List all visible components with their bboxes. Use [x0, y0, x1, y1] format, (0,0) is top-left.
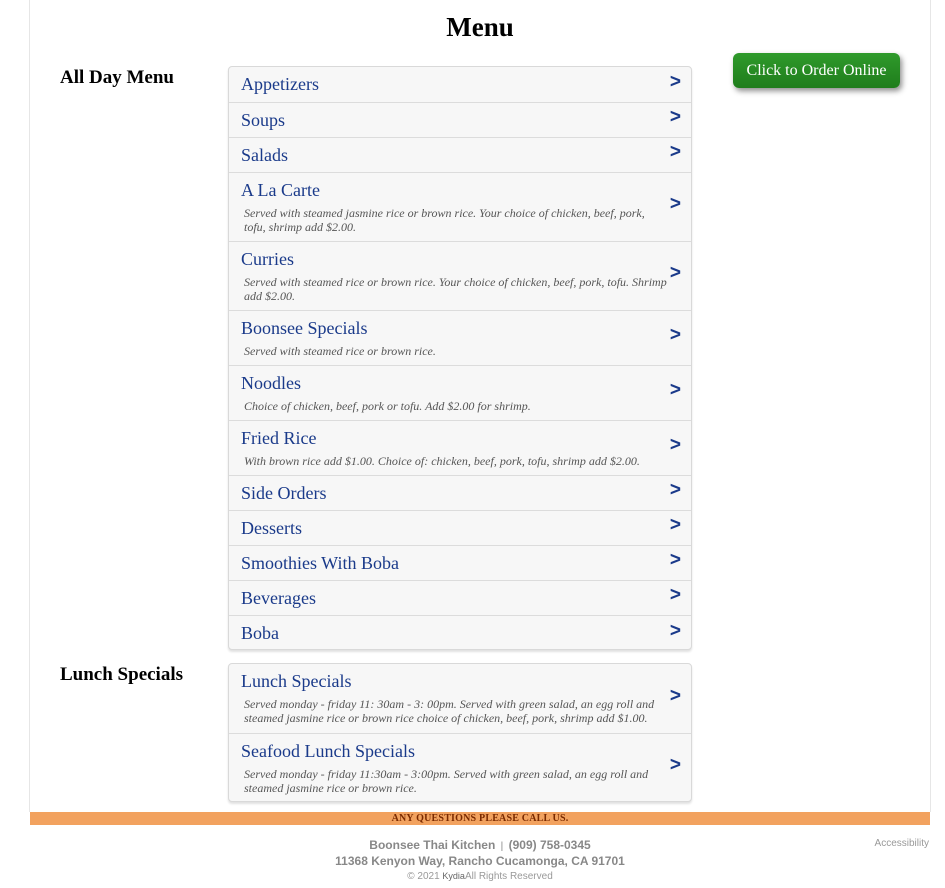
chevron-right-icon: > — [669, 434, 681, 456]
chevron-right-icon: > — [669, 262, 681, 284]
chevron-right-icon: > — [669, 584, 681, 606]
menu-item-name: Desserts — [241, 518, 302, 538]
menu-item-name: Appetizers — [241, 74, 319, 94]
menu-item-boba[interactable] — [229, 615, 691, 650]
order-online-button[interactable]: Click to Order Online — [733, 53, 900, 88]
menu-item-side-orders[interactable] — [229, 475, 691, 510]
chevron-right-icon: > — [669, 753, 681, 775]
menu-item-noodles[interactable] — [229, 365, 691, 420]
address: 11368 Kenyon Way, Rancho Cucamonga, CA 91701 — [335, 854, 625, 868]
page-title: Menu — [446, 12, 514, 42]
menu-item-name: Lunch Specials — [241, 671, 352, 691]
chevron-right-icon: > — [669, 324, 681, 346]
menu-item-soups[interactable] — [229, 102, 691, 137]
menu-item-description: Served with steamed rice or brown rice. Your choice of chicken, beef, pork, tofu. Shrimp add $2.00. — [244, 275, 667, 303]
menu-item-name: Noodles — [241, 373, 301, 393]
chevron-right-icon: > — [669, 619, 681, 641]
menu-item-name: Seafood Lunch Specials — [241, 741, 415, 761]
chevron-right-icon: > — [669, 514, 681, 536]
menu-item-curries[interactable] — [229, 241, 691, 310]
section-label-all-day-menu: All Day Menu — [60, 67, 174, 88]
phone-link[interactable]: (909) 758-0345 — [508, 838, 591, 852]
menu-item-lunch-specials[interactable] — [229, 664, 691, 733]
menu-item-a-la-carte[interactable] — [229, 172, 691, 241]
menu-item-description: With brown rice add $1.00. Choice of: chicken, beef, pork, tofu, shrimp add $2.00. — [244, 454, 640, 468]
menu-item-name: Fried Rice — [241, 428, 317, 448]
menu-item-name: A La Carte — [241, 180, 320, 200]
accessibility-link[interactable]: Accessibility — [874, 838, 929, 849]
chevron-right-icon: > — [669, 141, 681, 163]
menu-item-description: Served with steamed rice or brown rice. — [244, 344, 436, 358]
chevron-right-icon: > — [669, 193, 681, 215]
lunch-specials-list — [228, 663, 692, 802]
menu-item-name: Side Orders — [241, 483, 327, 503]
menu-item-appetizers[interactable] — [229, 67, 691, 102]
menu-item-name: Soups — [241, 110, 286, 130]
chevron-right-icon: > — [669, 106, 681, 128]
menu-item-description: Served monday - friday 11:30am - 3:00pm. Served with green salad, an egg roll and steamed jasmine rice or brown rice. — [244, 767, 649, 795]
menu-item-name: Boonsee Specials — [241, 318, 368, 338]
menu-item-description: Choice of chicken, beef, pork or tofu. Add $2.00 for shrimp. — [244, 399, 531, 413]
menu-item-name: Salads — [241, 145, 288, 165]
call-us-notice: ANY QUESTIONS PLEASE CALL US. — [30, 812, 930, 825]
menu-item-smoothies-with-boba[interactable] — [229, 545, 691, 580]
section-label-lunch-specials: Lunch Specials — [60, 664, 184, 685]
menu-item-fried-rice[interactable] — [229, 420, 691, 475]
menu-item-description: Served with steamed jasmine rice or brown rice. Your choice of chicken, beef, pork, tofu, shrimp add $2.00. — [244, 206, 645, 234]
menu-item-salads[interactable] — [229, 137, 691, 172]
menu-item-boonsee-specials[interactable] — [229, 310, 691, 365]
chevron-right-icon: > — [669, 479, 681, 501]
menu-item-name: Smoothies With Boba — [241, 553, 399, 573]
copyright: © 2021 — [407, 871, 440, 882]
rights-reserved: All Rights Reserved — [464, 871, 553, 882]
footer — [0, 838, 945, 885]
menu-item-description: Served monday - friday 11: 30am - 3: 00pm. Served with green salad, an egg roll and steamed jasmine rice or brown rice choice of chicken, beef, pork, shrimp add $1.00. — [244, 697, 655, 725]
menu-item-seafood-lunch-specials[interactable] — [229, 733, 691, 801]
business-name: Boonsee Thai Kitchen — [369, 838, 496, 852]
all-day-menu-list — [228, 66, 692, 650]
menu-item-name: Curries — [241, 249, 294, 269]
chevron-right-icon: > — [669, 70, 681, 92]
provider-logo-link[interactable]: Kydia — [442, 871, 465, 881]
menu-item-beverages[interactable] — [229, 580, 691, 615]
separator: | — [500, 841, 504, 852]
chevron-right-icon: > — [669, 684, 681, 706]
menu-item-desserts[interactable] — [229, 510, 691, 545]
menu-item-name: Boba — [241, 623, 279, 643]
menu-item-name: Beverages — [241, 588, 316, 608]
chevron-right-icon: > — [669, 379, 681, 401]
chevron-right-icon: > — [669, 549, 681, 571]
